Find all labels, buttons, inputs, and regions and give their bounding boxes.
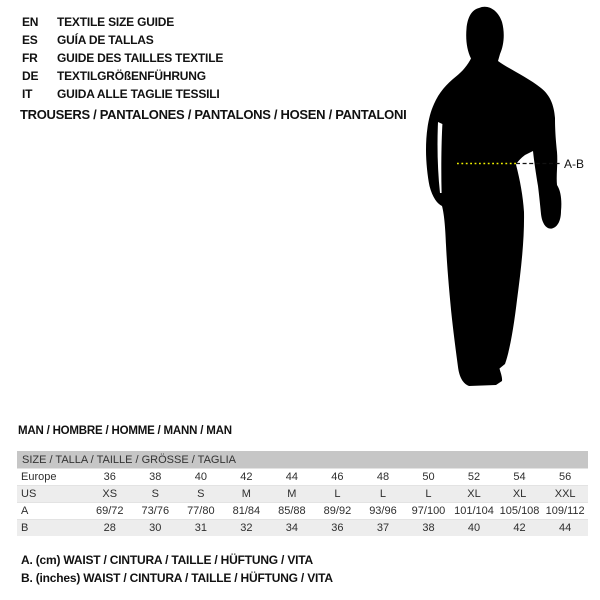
size-cell: 36 bbox=[331, 522, 344, 534]
man-silhouette bbox=[426, 7, 561, 386]
size-cell: 85/88 bbox=[278, 505, 306, 517]
size-cell: 77/80 bbox=[187, 505, 215, 517]
language-code: EN bbox=[22, 15, 39, 29]
language-list bbox=[22, 13, 223, 103]
size-cell: S bbox=[151, 488, 159, 500]
table-row bbox=[17, 486, 588, 503]
size-cell: 34 bbox=[285, 522, 299, 534]
size-cell: 31 bbox=[194, 522, 207, 534]
size-cell: 50 bbox=[422, 471, 435, 483]
size-cell: 105/108 bbox=[499, 505, 540, 517]
size-cell: 37 bbox=[376, 522, 390, 534]
size-cell: 38 bbox=[149, 471, 162, 483]
size-cell: 48 bbox=[376, 471, 390, 483]
table-row bbox=[17, 503, 588, 520]
size-cell: 81/84 bbox=[232, 505, 261, 517]
size-cell: 46 bbox=[331, 471, 344, 483]
language-row bbox=[22, 67, 223, 85]
size-cell: 40 bbox=[194, 471, 207, 483]
size-cell: 44 bbox=[559, 522, 572, 534]
size-cell: 36 bbox=[103, 471, 116, 483]
size-cell: L bbox=[425, 488, 432, 500]
size-cell: XS bbox=[102, 488, 118, 500]
language-label: TEXTILE SIZE GUIDE bbox=[57, 15, 175, 29]
language-row bbox=[22, 31, 223, 49]
row-label: US bbox=[21, 488, 37, 500]
size-cell: 42 bbox=[513, 522, 526, 534]
size-cell: 89/92 bbox=[323, 505, 352, 517]
language-code: DE bbox=[22, 69, 39, 83]
size-cell: 56 bbox=[559, 471, 572, 483]
size-cell: L bbox=[379, 488, 387, 500]
size-cell: 30 bbox=[149, 522, 162, 534]
row-label: Europe bbox=[21, 471, 57, 483]
size-table-body bbox=[17, 469, 588, 537]
size-table-header-row bbox=[17, 451, 588, 469]
measure-label-ab: A-B bbox=[564, 157, 585, 171]
size-cell: XL bbox=[512, 488, 527, 500]
language-label: GUIDA ALLE TAGLIE TESSILI bbox=[57, 87, 220, 101]
language-label: GUIDE DES TAILLES TEXTILE bbox=[57, 51, 224, 65]
size-cell: M bbox=[241, 488, 251, 500]
size-cell: 52 bbox=[467, 471, 481, 483]
language-label: GUÍA DE TALLAS bbox=[57, 33, 154, 47]
size-cell: 42 bbox=[240, 471, 253, 483]
size-cell: 40 bbox=[467, 522, 481, 534]
size-cell: S bbox=[197, 488, 205, 500]
footnote-a-cm: A. (cm) WAIST / CINTURA / TAILLE / HÜFTUNG / VITA bbox=[21, 553, 313, 567]
size-cell: 44 bbox=[285, 471, 299, 483]
language-row bbox=[22, 49, 223, 67]
size-cell: 93/96 bbox=[369, 505, 397, 517]
language-row bbox=[22, 85, 223, 103]
size-cell: 69/72 bbox=[96, 505, 124, 517]
gender-title: MAN / HOMBRE / HOMME / MANN / MAN bbox=[18, 425, 232, 437]
footnotes bbox=[21, 551, 333, 587]
size-cell: 32 bbox=[240, 522, 253, 534]
size-cell: 101/104 bbox=[454, 505, 494, 517]
size-cell: L bbox=[334, 488, 341, 500]
size-cell: 109/112 bbox=[545, 505, 585, 517]
language-code: FR bbox=[22, 51, 38, 65]
language-code: IT bbox=[22, 87, 33, 101]
size-cell: XL bbox=[467, 488, 481, 500]
size-cell: 38 bbox=[422, 522, 435, 534]
language-label: TEXTILGRÖßENFÜHRUNG bbox=[57, 69, 206, 83]
size-cell: XXL bbox=[554, 488, 576, 500]
table-row bbox=[17, 469, 588, 486]
table-row bbox=[17, 520, 588, 537]
size-cell: 73/76 bbox=[141, 505, 170, 517]
category-title: TROUSERS / PANTALONES / PANTALONS / HOSEN / PANTALONI bbox=[20, 107, 407, 122]
size-table-header: SIZE / TALLA / TAILLE / GRÖSSE / TAGLIA bbox=[17, 451, 588, 469]
language-row bbox=[22, 13, 223, 31]
row-label: A bbox=[21, 505, 29, 517]
size-table bbox=[17, 451, 588, 536]
language-code: ES bbox=[22, 33, 38, 47]
footnote-b-inches: B. (inches) WAIST / CINTURA / TAILLE / HÜFTUNG / VITA bbox=[21, 571, 333, 585]
man-silhouette-figure bbox=[410, 0, 600, 410]
size-cell: 54 bbox=[513, 471, 526, 483]
size-cell: 28 bbox=[103, 522, 116, 534]
row-label: B bbox=[21, 522, 29, 534]
size-cell: 97/100 bbox=[411, 505, 446, 517]
size-cell: M bbox=[287, 488, 297, 500]
